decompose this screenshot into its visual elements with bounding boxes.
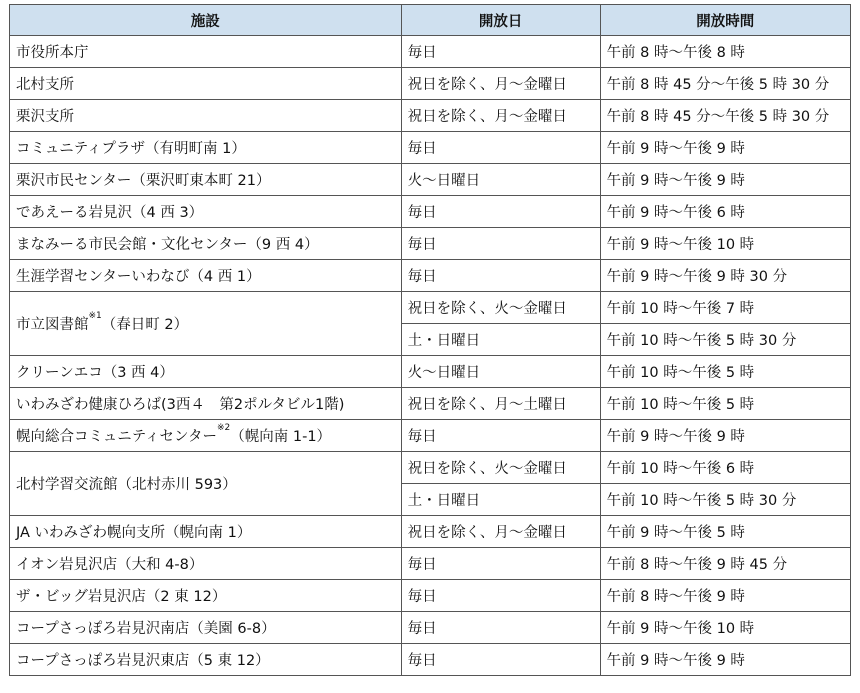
hours-cell: 午前 8 時～午後 8 時 bbox=[600, 36, 850, 68]
hours-cell: 午前 9 時～午後 10 時 bbox=[600, 228, 850, 260]
table-row bbox=[10, 100, 851, 132]
hours-cell: 午前 9 時～午後 9 時 bbox=[600, 164, 850, 196]
facility-hours-table bbox=[9, 4, 851, 676]
hours-cell: 午前 9 時～午後 6 時 bbox=[600, 196, 850, 228]
hours-cell: 午前 9 時～午後 9 時 bbox=[600, 420, 850, 452]
days-cell: 火～日曜日 bbox=[401, 356, 600, 388]
facility-cell: いわみざわ健康ひろば(3西４ 第2ポルタビル1階) bbox=[10, 388, 402, 420]
header-open-days: 開放日 bbox=[401, 5, 600, 36]
hours-cell: 午前 9 時～午後 9 時 bbox=[600, 132, 850, 164]
days-cell: 毎日 bbox=[401, 228, 600, 260]
facility-cell: であえーる岩見沢（4 西 3） bbox=[10, 196, 402, 228]
facility-address: （幌向南 1-1） bbox=[230, 429, 332, 445]
facility-name: 市立図書館 bbox=[16, 317, 89, 333]
facility-cell: 栗沢市民センター（栗沢町東本町 21） bbox=[10, 164, 402, 196]
header-open-hours: 開放時間 bbox=[600, 5, 850, 36]
days-cell: 祝日を除く、月～土曜日 bbox=[401, 388, 600, 420]
facility-cell: コープさっぽろ岩見沢南店（美園 6-8） bbox=[10, 612, 402, 644]
hours-cell: 午前 10 時～午後 5 時 bbox=[600, 388, 850, 420]
table-row bbox=[10, 68, 851, 100]
hours-cell: 午前 10 時～午後 6 時 bbox=[600, 452, 850, 484]
hours-cell: 午前 10 時～午後 5 時 30 分 bbox=[600, 324, 850, 356]
hours-cell: 午前 10 時～午後 5 時 30 分 bbox=[600, 484, 850, 516]
table-row bbox=[10, 420, 851, 452]
table-row bbox=[10, 452, 851, 484]
facility-cell: JA いわみざわ幌向支所（幌向南 1） bbox=[10, 516, 402, 548]
footnote-mark: ※2 bbox=[216, 423, 231, 433]
hours-cell: 午前 8 時～午後 9 時 bbox=[600, 580, 850, 612]
table-row bbox=[10, 644, 851, 676]
hours-cell: 午前 9 時～午後 9 時 bbox=[600, 644, 850, 676]
days-cell: 毎日 bbox=[401, 132, 600, 164]
days-cell: 祝日を除く、月～金曜日 bbox=[401, 100, 600, 132]
days-cell: 毎日 bbox=[401, 260, 600, 292]
table-row bbox=[10, 388, 851, 420]
hours-cell: 午前 9 時～午後 10 時 bbox=[600, 612, 850, 644]
facility-cell bbox=[10, 292, 402, 356]
days-cell: 毎日 bbox=[401, 580, 600, 612]
table-row bbox=[10, 228, 851, 260]
facility-cell: 栗沢支所 bbox=[10, 100, 402, 132]
header-facility: 施設 bbox=[10, 5, 402, 36]
days-cell: 毎日 bbox=[401, 196, 600, 228]
facility-name: 幌向総合コミュニティセンター bbox=[16, 429, 217, 445]
facility-cell: コミュニティプラザ（有明町南 1） bbox=[10, 132, 402, 164]
facility-cell: クリーンエコ（3 西 4） bbox=[10, 356, 402, 388]
facility-cell bbox=[10, 420, 402, 452]
footnote-mark: ※1 bbox=[88, 311, 102, 321]
hours-cell: 午前 9 時～午後 9 時 30 分 bbox=[600, 260, 850, 292]
days-cell: 祝日を除く、火～金曜日 bbox=[401, 452, 600, 484]
hours-cell: 午前 8 時 45 分～午後 5 時 30 分 bbox=[600, 68, 850, 100]
hours-cell: 午前 10 時～午後 7 時 bbox=[600, 292, 850, 324]
days-cell: 毎日 bbox=[401, 36, 600, 68]
table-row bbox=[10, 292, 851, 324]
facility-cell: コープさっぽろ岩見沢東店（5 東 12） bbox=[10, 644, 402, 676]
table-row bbox=[10, 196, 851, 228]
days-cell: 毎日 bbox=[401, 548, 600, 580]
days-cell: 土・日曜日 bbox=[401, 324, 600, 356]
hours-cell: 午前 9 時～午後 5 時 bbox=[600, 516, 850, 548]
facility-address: （春日町 2） bbox=[101, 317, 189, 333]
days-cell: 祝日を除く、月～金曜日 bbox=[401, 68, 600, 100]
facility-cell: まなみーる市民会館・文化センター（9 西 4） bbox=[10, 228, 402, 260]
table-row bbox=[10, 36, 851, 68]
days-cell: 毎日 bbox=[401, 612, 600, 644]
hours-cell: 午前 8 時～午後 9 時 45 分 bbox=[600, 548, 850, 580]
hours-cell: 午前 8 時 45 分～午後 5 時 30 分 bbox=[600, 100, 850, 132]
days-cell: 火～日曜日 bbox=[401, 164, 600, 196]
days-cell: 毎日 bbox=[401, 644, 600, 676]
facility-cell: 生涯学習センターいわなび（4 西 1） bbox=[10, 260, 402, 292]
table-row bbox=[10, 164, 851, 196]
table-row bbox=[10, 548, 851, 580]
table-row bbox=[10, 612, 851, 644]
facility-cell: イオン岩見沢店（大和 4-8） bbox=[10, 548, 402, 580]
hours-cell: 午前 10 時～午後 5 時 bbox=[600, 356, 850, 388]
table-row bbox=[10, 132, 851, 164]
days-cell: 祝日を除く、火～金曜日 bbox=[401, 292, 600, 324]
table-row bbox=[10, 356, 851, 388]
facility-cell: 市役所本庁 bbox=[10, 36, 402, 68]
days-cell: 土・日曜日 bbox=[401, 484, 600, 516]
header-row bbox=[10, 5, 851, 36]
table-row bbox=[10, 260, 851, 292]
table-row bbox=[10, 516, 851, 548]
facility-cell: 北村学習交流館（北村赤川 593） bbox=[10, 452, 402, 516]
days-cell: 祝日を除く、月～金曜日 bbox=[401, 516, 600, 548]
facility-cell: ザ・ビッグ岩見沢店（2 東 12） bbox=[10, 580, 402, 612]
facility-cell: 北村支所 bbox=[10, 68, 402, 100]
days-cell: 毎日 bbox=[401, 420, 600, 452]
table-row bbox=[10, 580, 851, 612]
